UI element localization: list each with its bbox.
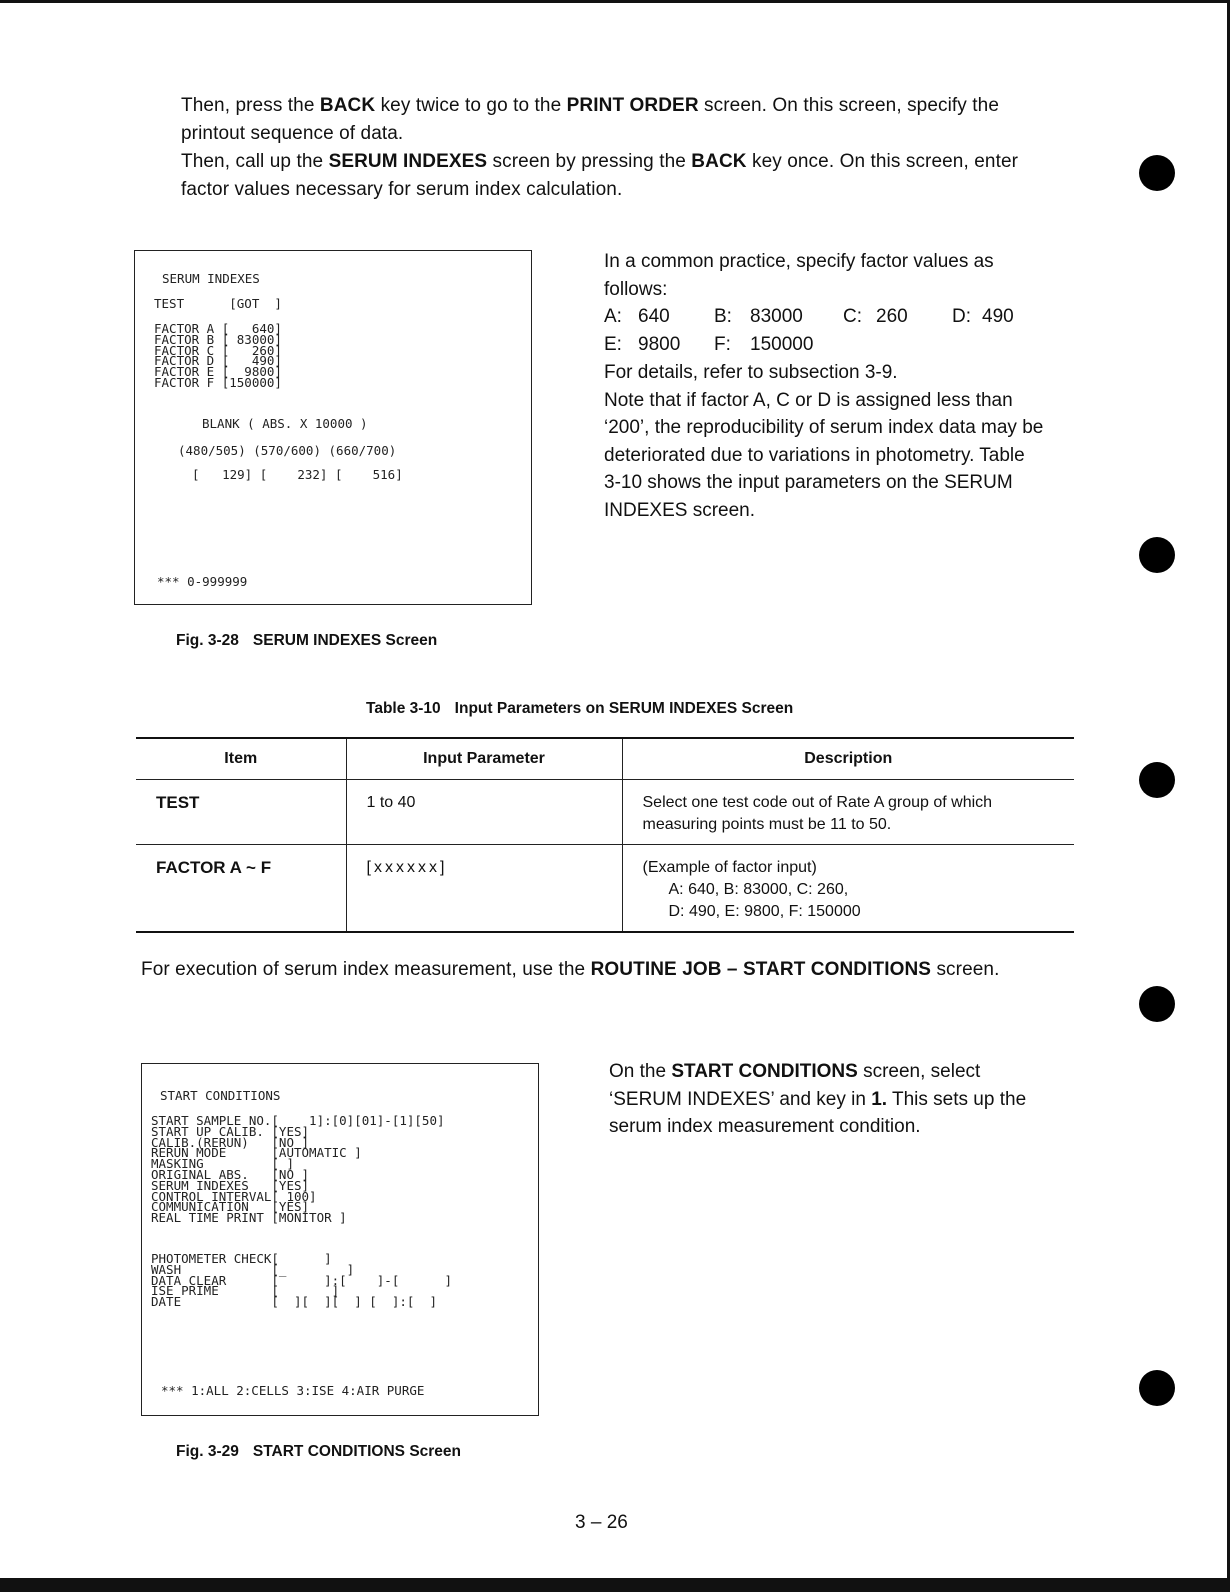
body-text: On the: [609, 1061, 672, 1082]
body-text: screen by pressing the: [487, 151, 692, 172]
factor-practice-text: [604, 248, 1044, 524]
factor-e-value: 9800: [638, 334, 681, 355]
row-factor-param: [xxxxxx]: [346, 845, 622, 933]
row-factor-desc: (Example of factor input) A: 640, B: 83000, C: 260, D: 490, E: 9800, F: 150000: [622, 845, 1074, 933]
body-text: key once. On this screen, enter factor values necessary for serum index calculation.: [181, 151, 1019, 200]
header-item: Item: [136, 738, 346, 780]
factor-f-label: F:: [714, 334, 731, 355]
table-row: [136, 780, 1074, 845]
wavelength-labels: (480/505) (570/600) (660/700): [178, 443, 397, 458]
emphasis-text: PRINT ORDER: [566, 95, 699, 116]
figure-caption-3-29: Fig. 3-29 START CONDITIONS Screen: [176, 1443, 462, 1460]
emphasis-text: SERUM INDEXES: [328, 151, 488, 172]
figure-caption-3-28: Fig. 3-28 SERUM INDEXES Screen: [176, 632, 438, 649]
table-row: [136, 845, 1074, 933]
factor-c-value: 260: [876, 306, 908, 327]
serum-indexes-screen: [134, 250, 532, 605]
binder-hole-2: [1139, 537, 1175, 573]
factor-c-label: C:: [843, 306, 862, 327]
body-text: screen.: [931, 959, 1000, 980]
intro-paragraph-1: [181, 92, 1051, 148]
screen-footer: *** 1:ALL 2:CELLS 3:ISE 4:AIR PURGE: [161, 1383, 425, 1398]
practice-intro: In a common practice, specify factor values as follows:: [604, 251, 994, 300]
body-text: screen. On this screen, specify the printout sequence of data.: [181, 95, 1000, 144]
screen-title: SERUM INDEXES: [162, 271, 260, 286]
binder-hole-4: [1139, 986, 1175, 1022]
page-bottom-border: [0, 1578, 1230, 1592]
factor-d-label: D:: [952, 306, 971, 327]
blank-label: BLANK ( ABS. X 10000 ): [202, 416, 368, 431]
body-text: Then, call up the: [181, 151, 329, 172]
intro-paragraph-2: [181, 148, 1051, 204]
emphasis-text: ROUTINE JOB – START CONDITIONS: [590, 959, 932, 980]
factor-fields: FACTOR A [ 640] FACTOR B [ 83000] FACTOR C [ 260] FACTOR D [ 490] FACTOR E [ 9800] FACTOR F [150000]: [154, 321, 282, 390]
row-test-item: TEST: [136, 780, 346, 845]
header-input-parameter: Input Parameter: [346, 738, 622, 780]
factor-a-label: A:: [604, 306, 622, 327]
factor-example-line-1: A: 640, B: 83000, C: 260,: [668, 881, 849, 898]
blank-values: [ 129] [ 232] [ 516]: [192, 467, 403, 482]
table-caption: Table 3-10 Input Parameters on SERUM INDEXES Screen: [366, 700, 794, 717]
factor-d-value: 490: [982, 306, 1014, 327]
input-parameters-table: [136, 737, 1074, 933]
body-text: For execution of serum index measurement, use the: [141, 959, 591, 980]
factor-b-value: 83000: [750, 306, 803, 327]
factor-f-value: 150000: [750, 334, 814, 355]
body-text: Then, press the: [181, 95, 320, 116]
start-conditions-screen: [141, 1063, 539, 1416]
start-conditions-fields: START SAMPLE NO.[ 1]:[0][01]-[1][50] START UP CALIB. [YES] CALIB.(RERUN) [NO ] RERUN MODE [AUTOMATIC ] MASKING [ ] ORIGINAL ABS. [NO ] SERUM INDEXES [YES] CONTROL INTERVAL[ 100] COMMUNICATION [YES] REAL TIME PRINT [MONITOR ]: [151, 1113, 445, 1226]
screen-footer: *** 0-999999: [157, 574, 248, 589]
start-conditions-note: [609, 1058, 1029, 1141]
screen-title: START CONDITIONS: [160, 1088, 281, 1103]
binder-hole-1: [1139, 155, 1175, 191]
emphasis-text: BACK: [319, 95, 376, 116]
execution-paragraph: [141, 956, 1031, 984]
row-test-desc: Select one test code out of Rate A group of which measuring points must be 11 to 50.: [622, 780, 1074, 845]
emphasis-text: START CONDITIONS: [671, 1061, 858, 1082]
row-test-param: 1 to 40: [346, 780, 622, 845]
factor-e-label: E:: [604, 334, 622, 355]
body-text: This sets up the serum index measurement condition.: [609, 1088, 1027, 1137]
row-factor-item: FACTOR A ~ F: [136, 845, 346, 933]
factor-a-value: 640: [638, 306, 670, 327]
binder-hole-5: [1139, 1370, 1175, 1406]
body-text: key twice to go to the: [375, 95, 567, 116]
factor-values-row-1: [604, 303, 1044, 331]
page-top-border: [0, 0, 1230, 3]
header-description: Description: [622, 738, 1074, 780]
emphasis-text: BACK: [691, 151, 747, 172]
binder-hole-3: [1139, 762, 1175, 798]
reproducibility-note: Note that if factor A, C or D is assigned less than ‘200’, the reproducibility of serum index data may be deteriorated due to variations in photometry. Table 3-10 shows the input parameters on the SERUM INDEXES screen.: [604, 389, 1044, 521]
factor-values-row-2: [604, 331, 1044, 359]
page-number: 3 – 26: [575, 1512, 628, 1533]
maintenance-fields: PHOTOMETER CHECK[ ] WASH [_ ] DATA CLEAR [ ]:[ ]-[ ] ISE PRIME [ ] DATE [ ][ ][ ] [ ]:[ ]: [151, 1251, 453, 1310]
test-field: TEST [GOT ]: [154, 296, 282, 311]
details-reference: For details, refer to subsection 3-9.: [604, 362, 898, 383]
body-text: screen, select ‘SERUM INDEXES’ and key in: [609, 1061, 981, 1110]
factor-example-line-2: D: 490, E: 9800, F: 150000: [668, 903, 861, 920]
factor-b-label: B:: [714, 306, 732, 327]
emphasis-text: 1.: [871, 1088, 888, 1110]
